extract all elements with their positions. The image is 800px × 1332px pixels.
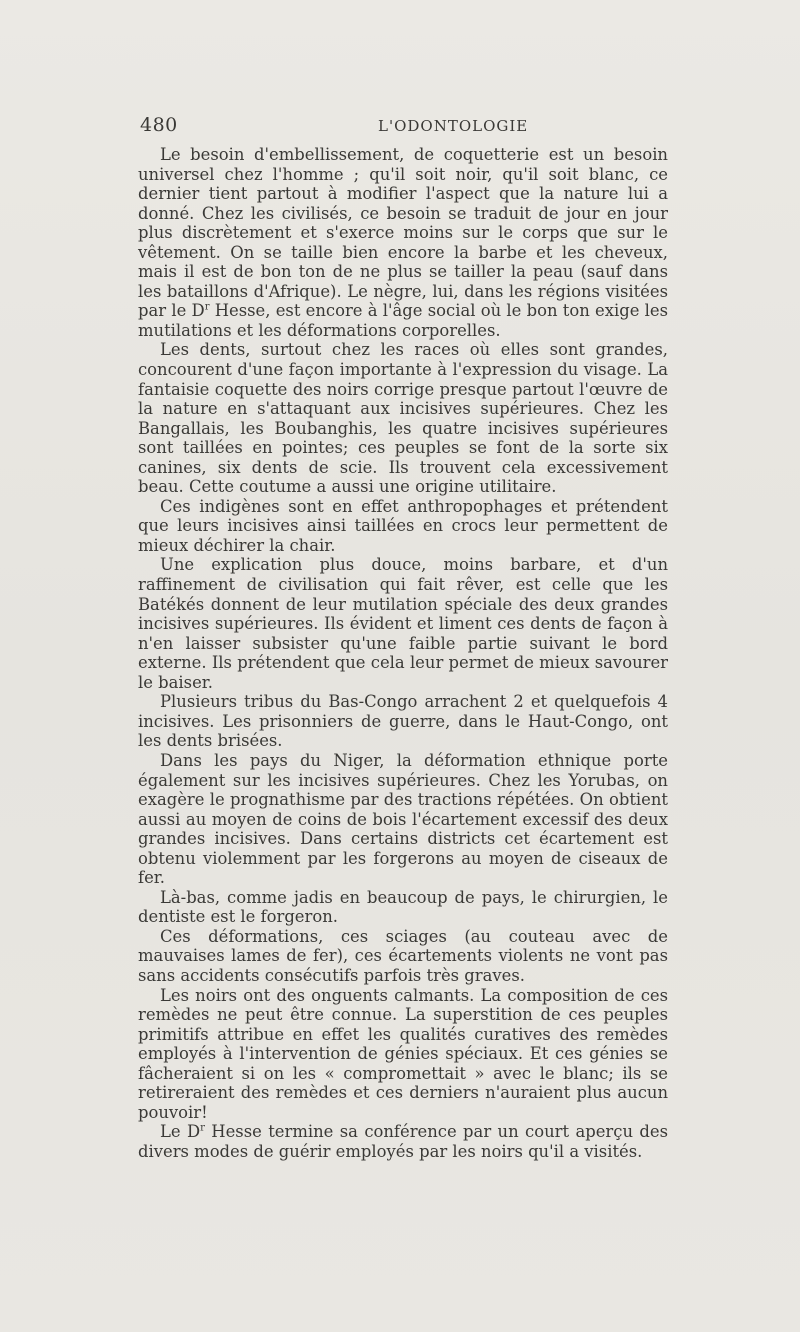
paragraph: Le $D^r$ Hesse termine sa conférence par un court aperçu des divers modes de guérir employés par les noirs qu'il a visités. [138, 1122, 668, 1161]
running-title: L'ODONTOLOGIE [378, 117, 529, 135]
paragraph: Une explication plus douce, moins barbare, et d'un raffinement de civilisation qui fait rêver, est celle que les Batékés donnent de leur mutilation spéciale des deux grandes incisives supérieures. Ils évident et liment ces dents de façon à n'en laisser subsister qu'une faible partie suivant le bord externe. Ils prétendent que cela leur permet de mieux savourer le baiser. [138, 555, 668, 692]
running-head [140, 114, 646, 138]
paragraph: Les noirs ont des onguents calmants. La composition de ces remèdes ne peut être connue. La superstition de ces peuples primitifs attribue en effet les qualités curatives des remèdes employés à l'intervention de génies spéciaux. Et ces génies se fâcheraient si on les « compromettait » avec le blanc; ils se retireraient des remèdes et ces derniers n'auraient plus aucun pouvoir! [138, 985, 668, 1122]
paragraph: Dans les pays du Niger, la déformation ethnique porte également sur les incisives supérieures. Chez les Yorubas, on exagère le prognathisme par des tractions répétées. On obtient aussi au moyen de coins de bois l'écartement excessif des deux grandes incisives. Dans certains districts cet écartement est obtenu violemment par les forgerons au moyen de ciseaux de fer. [138, 750, 668, 888]
paragraph: Là-bas, comme jadis en beaucoup de pays, le chirurgien, le dentiste est le forgeron. [138, 887, 668, 927]
body-text [138, 145, 668, 1161]
paragraph: Le besoin d'embellissement, de coquetterie est un besoin universel chez l'homme ; qu'il soit noir, qu'il soit blanc, ce dernier tient partout à modifier l'aspect que la nature lui a donné. Chez les civilisés, ce besoin se traduit de jour en jour plus discrètement et s'exerce moins sur le corps que sur le vêtement. On se taille bien encore la barbe et les cheveux, mais il est de bon ton de ne plus se tailler la peau (sauf dans les bataillons d'Afrique). Le nègre, lui, dans les régions visitées par le $D^r$ Hesse, est encore à l'âge social où le bon ton exige les mutilations et les déformations corporelles. [138, 145, 669, 340]
paragraph: Plusieurs tribus du Bas-Congo arrachent 2 et quelquefois 4 incisives. Les prisonniers de guerre, dans le Haut-Congo, ont les dents brisées. [138, 692, 668, 751]
page-number: 480 [140, 114, 178, 136]
paragraph: Les dents, surtout chez les races où elles sont grandes, concourent d'une façon importante à l'expression du visage. La fantaisie coquette des noirs corrige presque partout l'œuvre de la nature en s'attaquant aux incisives supérieures. Chez les Bangallais, les Boubanghis, les quatre incisives supérieures sont taillées en pointes; ces peuples se font de la sorte six canines, six dents de scie. Ils trouvent cela excessivement beau. Cette coutume a aussi une origine utilitaire. [138, 340, 668, 497]
paragraph: Ces indigènes sont en effet anthropophages et prétendent que leurs incisives ainsi taillées en crocs leur permettent de mieux déchirer la chair. [138, 496, 668, 555]
paragraph: Ces déformations, ces sciages (au couteau avec de mauvaises lames de fer), ces écartements violents ne vont pas sans accidents consécutifs parfois très graves. [138, 926, 668, 985]
